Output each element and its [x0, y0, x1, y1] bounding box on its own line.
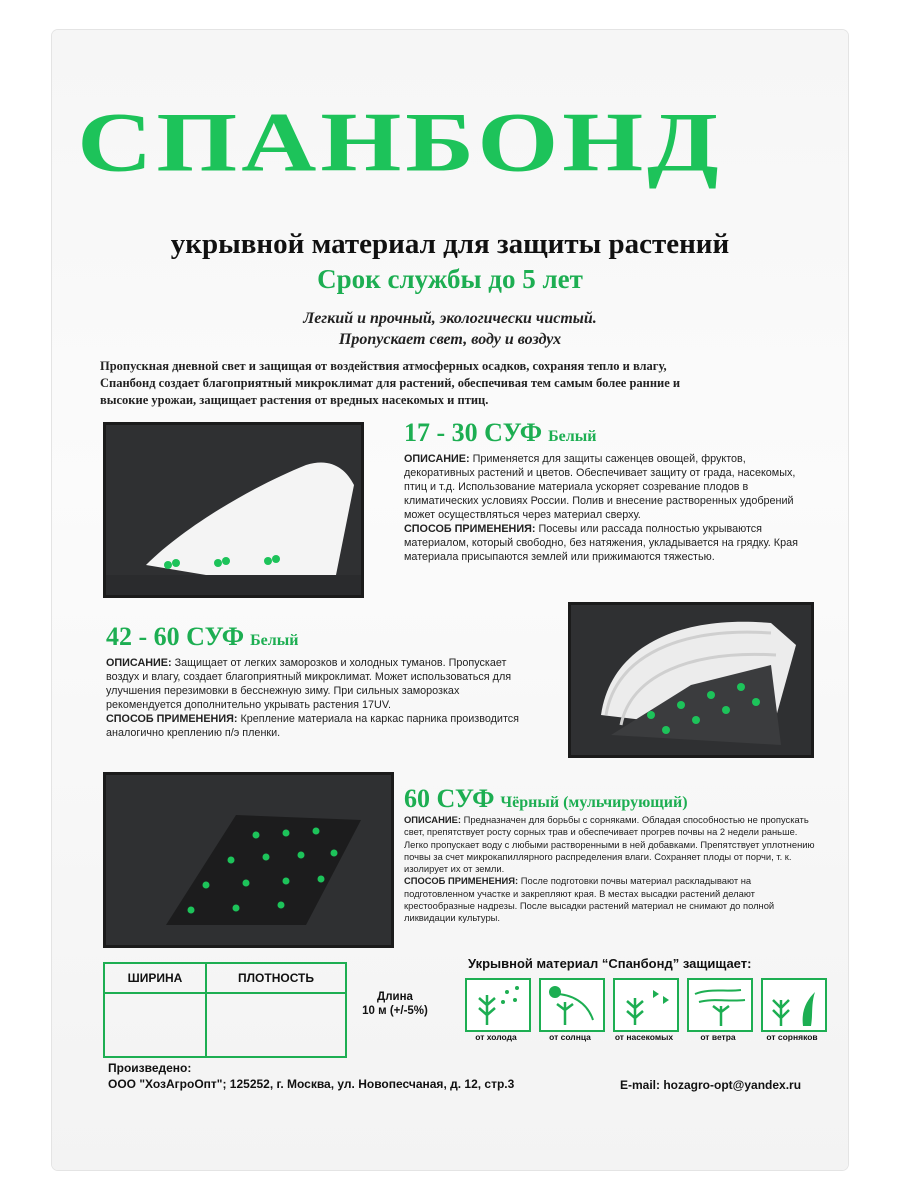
description-text: Защищает от легких заморозков и холодных туманов. Пропускает воздух и влагу, создает благоприятный микроклимат. Может использоваться для улучшения перезимовки в бесснежную зиму. При сильных заморозках рекомендуется дополнительно укрывать растения 17UV. — [106, 657, 512, 711]
length-value: 10 м (+/-5%) — [362, 1005, 428, 1017]
protects-icons — [465, 978, 835, 1048]
method-text: После подготовки почвы материал раскладывают на подготовленном участке и закрепляют края. В местах высадки растений делают крестообразные надрезы. После высадки растений материал не снимают до полной ликвидации культуры. — [404, 875, 775, 924]
length-label: Длина — [377, 991, 413, 1003]
method-text: Крепление материала на каркас парника производится аналогично креплению п/э пленки. — [106, 713, 520, 739]
intro-line: Пропускная дневной свет и защищая от воздействия атмосферных осадков, сохраняя тепло и влагу, — [100, 359, 667, 373]
wind-icon — [687, 978, 753, 1032]
tagline-2: Пропускает свет, воду и воздух — [338, 331, 562, 348]
manufacturer-label: Произведено: — [108, 1061, 192, 1075]
white-cover-illustration — [106, 425, 361, 595]
cold-icon — [465, 978, 531, 1032]
description-text: Применяется для защиты саженцев овощей, фруктов, декоративных растений и цветов. Обеспечивает защиту от града, насекомых, птиц и т.д. Использование материала ускоряет созревание плодов в климатических условиях России. Полив и внесение растворенных удобрений может осуществляться через материал сверху. — [404, 453, 796, 521]
protects-label: от солнца — [549, 1032, 591, 1042]
section-density: 42 - 60 СУФ — [106, 622, 245, 651]
table-header-density: ПЛОТНОСТЬ — [207, 964, 345, 994]
method-label: СПОСОБ ПРИМЕНЕНИЯ: — [106, 713, 238, 725]
manufacturer-info — [108, 1060, 514, 1092]
intro-line: высокие урожаи, защищает растения от вредных насекомых и птиц. — [100, 393, 489, 407]
protects-label: от насекомых — [614, 1032, 674, 1042]
description-label: ОПИСАНИЕ: — [404, 453, 470, 465]
section-density: 17 - 30 СУФ — [404, 418, 543, 447]
description-label: ОПИСАНИЕ: — [106, 657, 172, 669]
photo-white-cover — [103, 422, 364, 598]
method-text: Посевы или рассада полностью укрываются материалом, который свободно, без натяжения, укладывается на грядку. Края материала присыпаются землей или прижимаются тяжестью. — [404, 523, 798, 563]
manufacturer-address: ООО "ХозАгроОпт"; 125252, г. Москва, ул. Новопесчаная, д. 12, стр.3 — [108, 1077, 515, 1091]
intro-text — [100, 358, 820, 409]
section-title-60-black — [404, 784, 688, 814]
protects-label: от холода — [475, 1032, 517, 1042]
protects-title: Укрывной материал “Спанбонд” защищает: — [468, 956, 752, 971]
service-life: Срок службы до 5 лет — [317, 264, 583, 294]
method-label: СПОСОБ ПРИМЕНЕНИЯ: — [404, 875, 519, 887]
description-label: ОПИСАНИЕ: — [404, 814, 461, 825]
tagline-1: Легкий и прочный, экологически чистый. — [303, 310, 597, 327]
mulch-illustration — [106, 775, 391, 945]
section-text-17-30 — [404, 452, 804, 564]
section-title-17-30 — [404, 418, 596, 448]
product-subtitle: укрывной материал для защиты растений — [170, 228, 730, 260]
width-density-table — [103, 962, 347, 1058]
protects-label: от ветра — [700, 1032, 736, 1042]
section-text-42-60 — [106, 656, 531, 740]
brand-title: СПАНБОНД — [77, 95, 723, 190]
section-color: Белый — [250, 632, 299, 649]
table-header-width: ШИРИНА — [105, 964, 205, 994]
manufacturer-email: E-mail: hozagro-opt@yandex.ru — [620, 1078, 802, 1092]
section-color: Белый — [548, 428, 597, 445]
insects-icon — [613, 978, 679, 1032]
intro-line: Спанбонд создает благоприятный микроклимат для растений, обеспечивая тем самым более ранние и — [100, 376, 681, 390]
weeds-icon — [761, 978, 827, 1032]
greenhouse-illustration — [571, 605, 811, 755]
description-text: Предназначен для борьбы с сорняками. Обладая способностью не пропускать свет, препятствует росту сорных трав и обеспечивает прогрев почвы на 2 недели раньше. Легко пропускает воду с любыми растворенными в ней добавками. Препятствует уплотнению почвы за счет микрокапиллярного распределения влаги. Сохраняет плоды от порчи, т. к. изолирует их от земли. — [404, 814, 815, 875]
length-info — [350, 990, 440, 1018]
section-text-60-black — [404, 814, 824, 925]
table-divider — [205, 964, 207, 1056]
section-density: 60 СУФ — [404, 784, 495, 813]
section-title-42-60 — [106, 622, 298, 652]
section-color: Чёрный (мульчирующий) — [500, 794, 688, 811]
photo-greenhouse — [568, 602, 814, 758]
photo-black-mulch — [103, 772, 394, 948]
protects-label: от сорняков — [766, 1032, 818, 1042]
method-label: СПОСОБ ПРИМЕНЕНИЯ: — [404, 523, 536, 535]
sun-icon — [539, 978, 605, 1032]
